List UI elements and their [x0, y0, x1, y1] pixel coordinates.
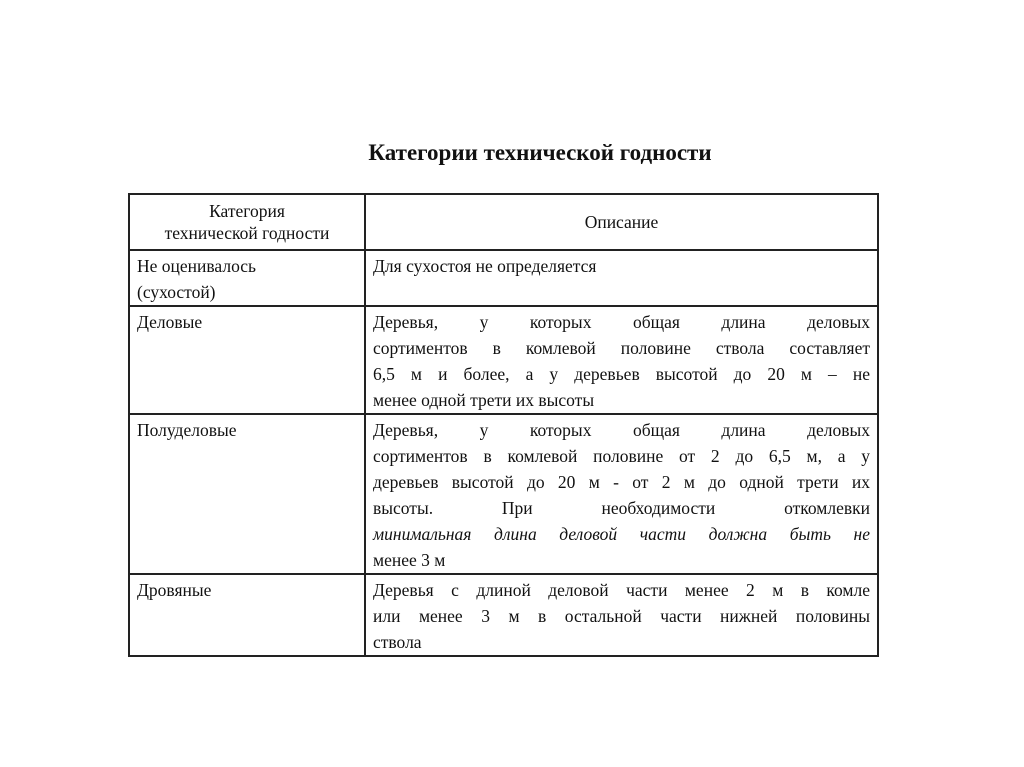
- description-cell: [365, 250, 878, 306]
- header-category-line: Категория: [209, 201, 285, 221]
- table-header-row: [129, 194, 878, 250]
- category-cell: Полуделовые: [129, 414, 365, 574]
- category-cell: [129, 250, 365, 306]
- page-title: Категории технической годности: [368, 140, 712, 165]
- table-row: [129, 414, 878, 574]
- header-category-line: технической годности: [164, 223, 330, 243]
- table-row: [129, 574, 878, 656]
- description-line: Для сухостоя не определяется: [373, 256, 597, 276]
- description-line: деревьев высотой до 20 м - от 2 м до одной трети их: [373, 472, 870, 492]
- description-cell: [365, 414, 878, 574]
- description-line: Деревья с длиной деловой части менее 2 м в комле: [373, 580, 870, 600]
- header-description: Описание: [365, 194, 878, 250]
- category-cell: Дровяные: [129, 574, 365, 656]
- description-cell: [365, 574, 878, 656]
- description-line: Деревья, у которых общая длина деловых: [373, 420, 870, 440]
- category-cell: Деловые: [129, 306, 365, 414]
- description-line: менее 3 м: [373, 550, 446, 570]
- description-cell: [365, 306, 878, 414]
- table-row: [129, 306, 878, 414]
- description-line: ствола: [373, 632, 422, 652]
- header-category: [129, 194, 365, 250]
- description-line: менее одной трети их высоты: [373, 390, 595, 410]
- description-line: минимальная длина деловой части должна быть не: [373, 524, 870, 544]
- description-line: или менее 3 м в остальной части нижней половины: [373, 606, 870, 626]
- description-line: сортиментов в комлевой половине ствола составляет: [373, 338, 870, 358]
- description-line: Деревья, у которых общая длина деловых: [373, 312, 870, 332]
- description-line: высоты. При необходимости откомлевки: [373, 498, 870, 518]
- category-line: Не оценивалось: [137, 256, 257, 276]
- category-line: (сухостой): [137, 282, 216, 302]
- table-row: [129, 250, 878, 306]
- description-line: сортиментов в комлевой половине от 2 до 6,5 м, а у: [373, 446, 870, 466]
- description-line: 6,5 м и более, а у деревьев высотой до 20 м – не: [373, 364, 870, 384]
- technical-suitability-table: [128, 193, 879, 657]
